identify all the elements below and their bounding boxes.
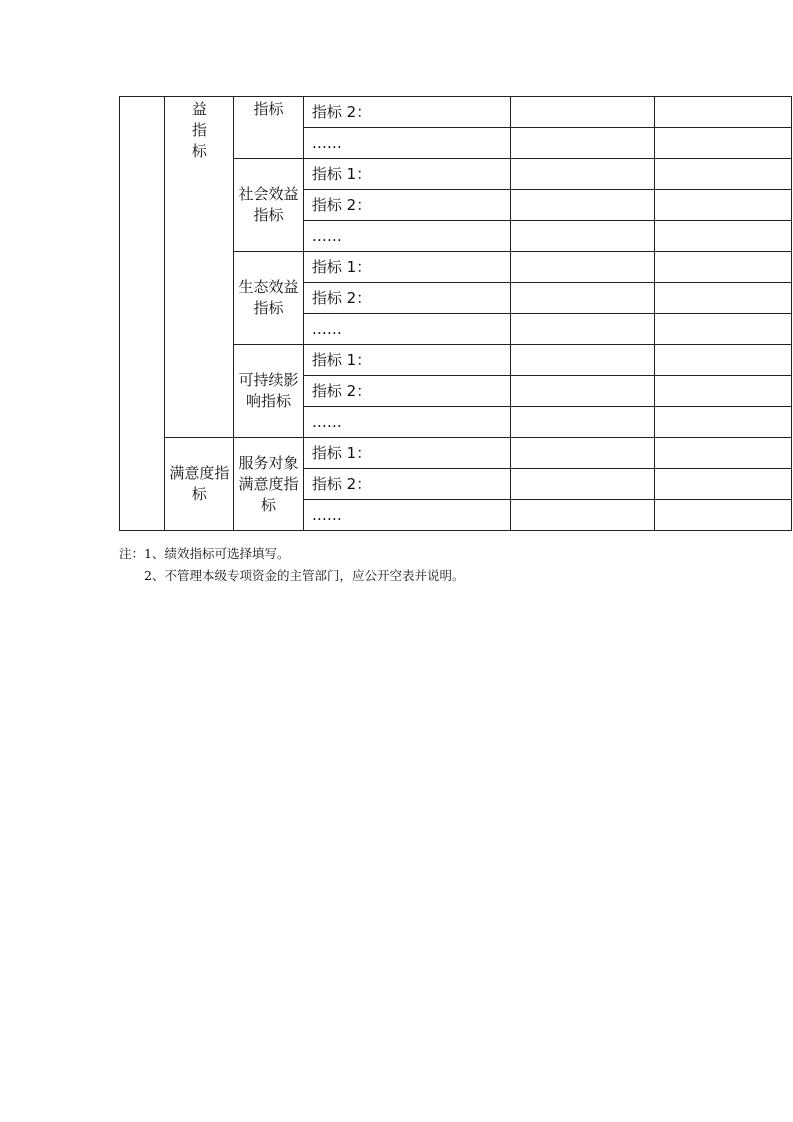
satisfaction-category-cell: 满意度指标 bbox=[165, 438, 234, 531]
indicator-note-cell[interactable] bbox=[654, 438, 791, 469]
indicator-value-cell[interactable] bbox=[511, 97, 654, 128]
indicator-name-cell: …… bbox=[303, 500, 510, 531]
indicator-value-cell[interactable] bbox=[511, 128, 654, 159]
indicator-note-cell[interactable] bbox=[654, 97, 791, 128]
indicator-note-cell[interactable] bbox=[654, 252, 791, 283]
indicator-name-cell: 指标 2： bbox=[303, 97, 510, 128]
indicator-note-cell[interactable] bbox=[654, 314, 791, 345]
indicator-note-cell[interactable] bbox=[654, 283, 791, 314]
indicator-value-cell[interactable] bbox=[511, 221, 654, 252]
indicator-value-cell[interactable] bbox=[511, 345, 654, 376]
indicator-value-cell[interactable] bbox=[511, 283, 654, 314]
indicator-name-cell: 指标 1： bbox=[303, 252, 510, 283]
service-satisfaction-subcategory-cell: 服务对象满意度指标 bbox=[234, 438, 304, 531]
indicator-value-cell[interactable] bbox=[511, 469, 654, 500]
indicator-value-cell[interactable] bbox=[511, 190, 654, 221]
indicator-name-cell: 指标 2： bbox=[303, 283, 510, 314]
indicator-note-cell[interactable] bbox=[654, 500, 791, 531]
table-row bbox=[120, 438, 792, 469]
indicator-value-cell[interactable] bbox=[511, 500, 654, 531]
note-line-1: 注：1、绩效指标可选择填写。 bbox=[119, 546, 290, 561]
indicator-note-cell[interactable] bbox=[654, 407, 791, 438]
indicator-note-cell[interactable] bbox=[654, 159, 791, 190]
indicator-note-cell[interactable] bbox=[654, 221, 791, 252]
indicator-name-cell: 指标 2： bbox=[303, 469, 510, 500]
indicator-value-cell[interactable] bbox=[511, 376, 654, 407]
level1-cell bbox=[120, 97, 165, 531]
benefit-category-cell: 益 指 标 bbox=[165, 97, 234, 438]
indicator-name-cell: …… bbox=[303, 221, 510, 252]
indicator-name-cell: 指标 2： bbox=[303, 376, 510, 407]
indicator-name-cell: 指标 1： bbox=[303, 159, 510, 190]
indicator-name-cell: …… bbox=[303, 407, 510, 438]
indicator-value-cell[interactable] bbox=[511, 407, 654, 438]
indicator-value-cell[interactable] bbox=[511, 252, 654, 283]
indicator-value-cell[interactable] bbox=[511, 438, 654, 469]
indicator-note-cell[interactable] bbox=[654, 469, 791, 500]
performance-indicator-table bbox=[119, 96, 792, 531]
indicator-name-cell: 指标 2： bbox=[303, 190, 510, 221]
indicator-name-cell: …… bbox=[303, 128, 510, 159]
indicator-note-cell[interactable] bbox=[654, 345, 791, 376]
sustainable-impact-subcategory-cell: 可持续影响指标 bbox=[234, 345, 304, 438]
note-line-2: 2、不管理本级专项资金的主管部门，应公开空表并说明。 bbox=[144, 568, 465, 583]
indicator-value-cell[interactable] bbox=[511, 159, 654, 190]
table-notes bbox=[119, 543, 464, 587]
social-benefit-subcategory-cell: 社会效益指标 bbox=[234, 159, 304, 252]
indicator-name-cell: 指标 1： bbox=[303, 438, 510, 469]
ecological-benefit-subcategory-cell: 生态效益指标 bbox=[234, 252, 304, 345]
table-row bbox=[120, 97, 792, 128]
indicator-value-cell[interactable] bbox=[511, 314, 654, 345]
indicator-note-cell[interactable] bbox=[654, 190, 791, 221]
indicator-name-cell: …… bbox=[303, 314, 510, 345]
indicator-note-cell[interactable] bbox=[654, 128, 791, 159]
continued-subcategory-cell: 指标 bbox=[234, 97, 304, 159]
indicator-name-cell: 指标 1： bbox=[303, 345, 510, 376]
indicator-note-cell[interactable] bbox=[654, 376, 791, 407]
